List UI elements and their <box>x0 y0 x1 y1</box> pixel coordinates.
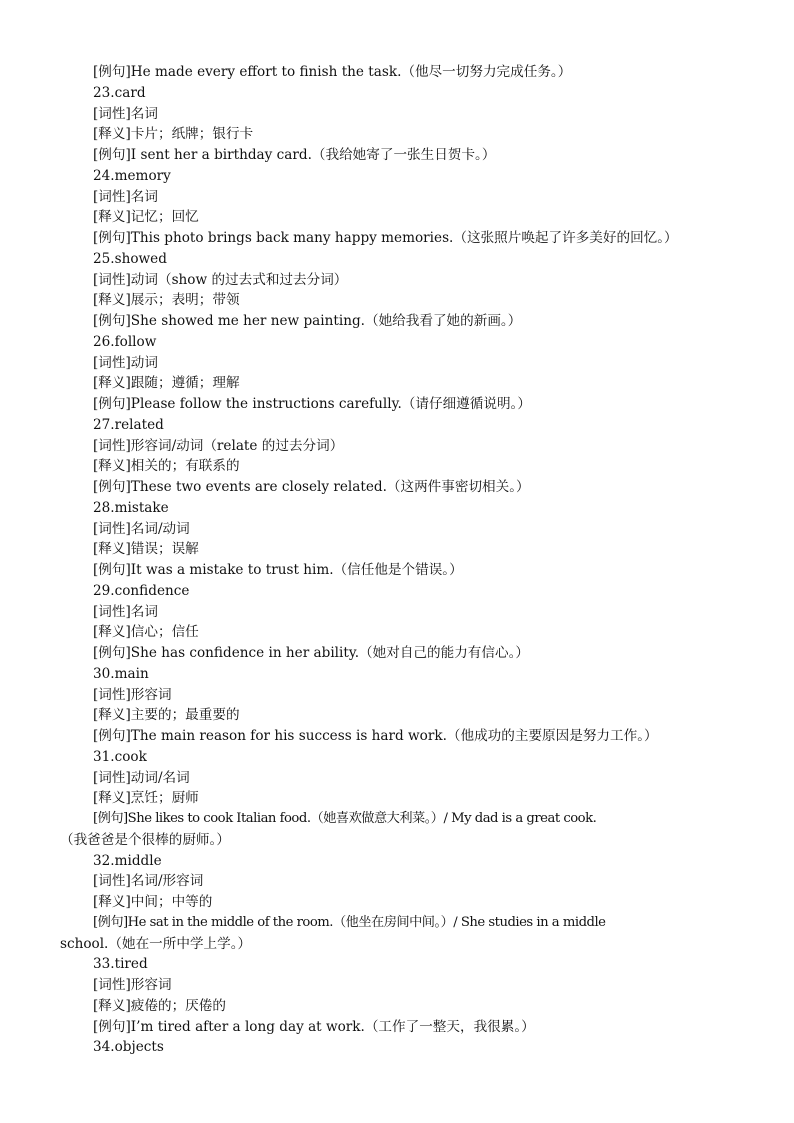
entry-headword: 28.mistake <box>93 499 169 516</box>
entry-headword: 24.memory <box>93 167 171 184</box>
entry-headword: 29.confidence <box>93 582 190 599</box>
example-sentence: [例句]Please follow the instructions carefully.（请仔细遵循说明。） <box>93 396 531 412</box>
entry-part-of-speech: [词性]形容词 <box>93 977 172 993</box>
example-sentence-continued: （我爸爸是个很棒的厨师。） <box>60 831 230 848</box>
example-sentence: [例句]I sent her a birthday card.（我给她寄了一张生日贺卡。） <box>93 147 496 163</box>
entry-part-of-speech: [词性]名词 <box>93 603 158 620</box>
entry-headword: 25.showed <box>93 250 167 267</box>
entry-definition: [释义]烹饪；厨师 <box>93 790 199 807</box>
entry-part-of-speech: [词性]形容词 <box>93 686 172 703</box>
entry-part-of-speech: [词性]名词/动词 <box>93 520 190 537</box>
example-sentence: [例句]She showed me her new painting.（她给我看了她的新画。） <box>93 313 522 329</box>
entry-headword: 31.cook <box>93 748 147 765</box>
entry-part-of-speech: [词性]名词 <box>93 105 158 122</box>
example-sentence: [例句]I’m tired after a long day at work.（工作了一整天，我很累。） <box>93 1018 535 1035</box>
entry-headword: 34.objects <box>93 1039 164 1056</box>
example-sentence: [例句]These two events are closely related.（这两件事密切相关。） <box>93 479 530 495</box>
entry-definition: [释义]展示；表明；带领 <box>93 292 240 309</box>
example-sentence: [例句]He made every effort to finish the task.（他尽一切努力完成任务。） <box>93 64 572 80</box>
entry-part-of-speech: [词性]动词/名词 <box>93 769 190 786</box>
entry-definition: [释义]相关的；有联系的 <box>93 458 240 475</box>
entry-headword: 32.middle <box>93 852 162 869</box>
entry-part-of-speech: [词性]动词（show 的过去式和过去分词） <box>93 271 348 288</box>
entry-headword: 23.card <box>93 84 146 101</box>
entry-definition: [释义]跟随；遵循；理解 <box>93 375 240 392</box>
entry-definition: [释义]信心；信任 <box>93 624 199 641</box>
entry-definition: [释义]疲倦的；厌倦的 <box>93 997 226 1014</box>
entry-part-of-speech: [词性]名词 <box>93 188 158 205</box>
example-sentence: [例句]This photo brings back many happy memories.（这张照片唤起了许多美好的回忆。） <box>93 230 678 246</box>
example-sentence: [例句]She likes to cook Italian food.（她喜欢做意大利菜。）/ My dad is a great cook. <box>93 811 597 826</box>
entry-part-of-speech: [词性]动词 <box>93 354 158 371</box>
entry-definition: [释义]主要的；最重要的 <box>93 707 240 724</box>
entry-headword: 30.main <box>93 665 149 682</box>
entry-part-of-speech: [词性]形容词/动词（relate 的过去分词） <box>93 437 344 454</box>
entry-headword: 27.related <box>93 416 164 433</box>
example-sentence: [例句]He sat in the middle of the room.（他坐在房间中间。）/ She studies in a middle <box>93 914 606 930</box>
entry-headword: 26.follow <box>93 333 157 350</box>
entry-headword: 33.tired <box>93 956 148 973</box>
entry-definition: [释义]错误；误解 <box>93 541 199 558</box>
example-sentence: [例句]She has confidence in her ability.（她对自己的能力有信心。） <box>93 645 529 661</box>
example-sentence-continued: school.（她在一所中学上学。） <box>60 935 252 952</box>
example-sentence: [例句]It was a mistake to trust him.（信任他是个错误。） <box>93 562 463 578</box>
entry-definition: [释义]记忆；回忆 <box>93 209 199 226</box>
entry-part-of-speech: [词性]名词/形容词 <box>93 873 204 890</box>
entry-definition: [释义]卡片；纸牌；银行卡 <box>93 126 254 143</box>
example-sentence: [例句]The main reason for his success is hard work.（他成功的主要原因是努力工作。） <box>93 728 658 744</box>
entry-definition: [释义]中间；中等的 <box>93 894 213 910</box>
